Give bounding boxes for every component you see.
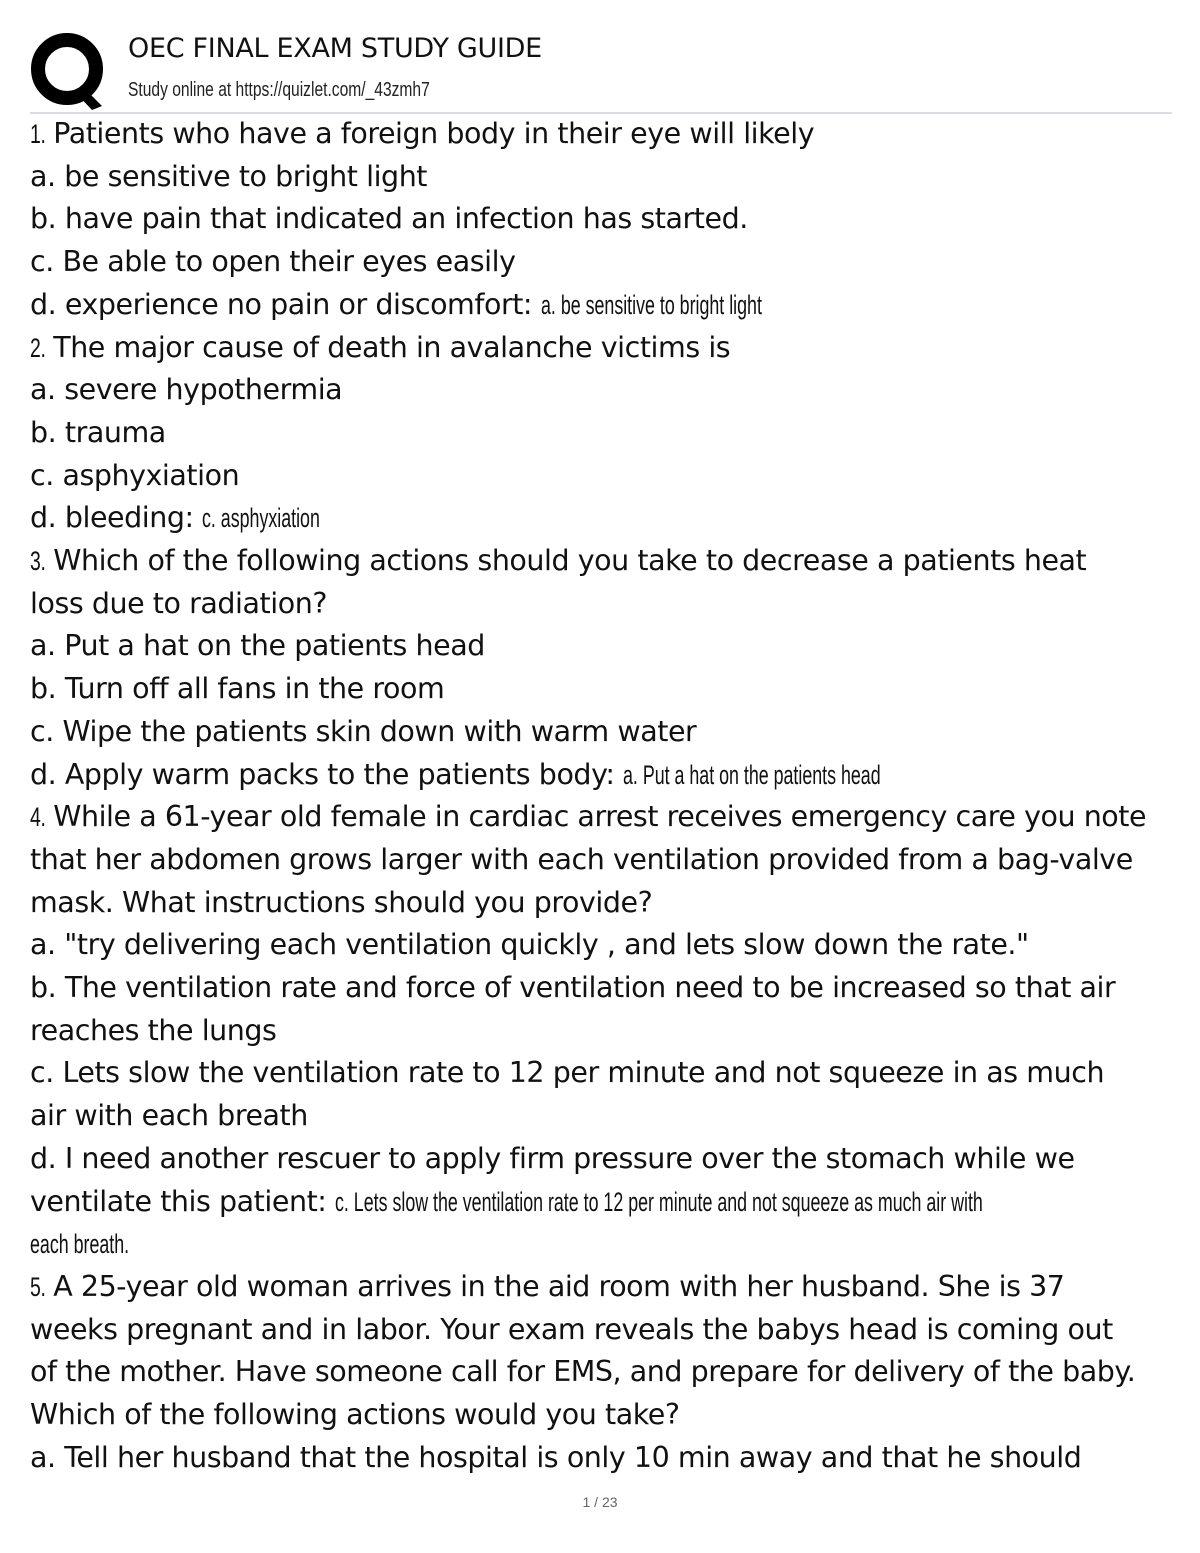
document-body bbox=[30, 113, 1178, 1480]
page-header bbox=[30, 28, 1172, 114]
question-4-option-d: d. I need another rescuer to apply firm pressure over the stomach while we bbox=[30, 1141, 1075, 1175]
question-2-option-d: d. bleeding: c. asphyxiation bbox=[30, 497, 1178, 540]
question-1-option-a: a. be sensitive to bright light bbox=[30, 159, 428, 193]
document-title: OEC FINAL EXAM STUDY GUIDE bbox=[128, 33, 542, 64]
question-1-stem: 1. Patients who have a foreign body in their eye will likely bbox=[30, 113, 1178, 156]
question-4-option-b: b. The ventilation rate and force of ventilation need to be increased so that air bbox=[30, 971, 1116, 1005]
question-number: 4. bbox=[30, 802, 46, 833]
question-number: 5. bbox=[30, 1271, 46, 1302]
question-2-answer: c. asphyxiation bbox=[202, 503, 321, 534]
question-4-option-b-continued: reaches the lungs bbox=[30, 1013, 277, 1047]
question-number: 2. bbox=[30, 332, 46, 363]
question-4-stem-continued: that her abdomen grows larger with each ventilation provided from a bag-valve bbox=[30, 842, 1133, 876]
question-4-option-a: a. "try delivering each ventilation quickly , and lets slow down the rate." bbox=[30, 928, 1029, 962]
question-1-option-b: b. have pain that indicated an infection has started. bbox=[30, 202, 748, 236]
question-1-option-c: c. Be able to open their eyes easily bbox=[30, 245, 516, 279]
question-2-option-a: a. severe hypothermia bbox=[30, 373, 343, 407]
question-5-stem: 5. A 25-year old woman arrives in the aid room with her husband. She is 37 bbox=[30, 1266, 1178, 1309]
question-number: 3. bbox=[30, 546, 46, 577]
study-online-link[interactable]: Study online at https://quizlet.com/_43zmh7 bbox=[128, 79, 430, 101]
question-4-answer-continued: each breath. bbox=[30, 1229, 130, 1260]
page-number: 1 / 23 bbox=[582, 1494, 618, 1510]
question-3-option-a: a. Put a hat on the patients head bbox=[30, 629, 485, 663]
question-3-option-c: c. Wipe the patients skin down with warm water bbox=[30, 714, 697, 748]
question-3-option-b: b. Turn off all fans in the room bbox=[30, 672, 445, 706]
question-3-stem-continued: loss due to radiation? bbox=[30, 586, 328, 620]
question-4-option-c: c. Lets slow the ventilation rate to 12 per minute and not squeeze in as much bbox=[30, 1056, 1105, 1090]
question-2-stem: 2. The major cause of death in avalanche victims is bbox=[30, 327, 1178, 370]
question-4-answer: c. Lets slow the ventilation rate to 12 per minute and not squeeze as much air with bbox=[335, 1186, 983, 1217]
question-number: 1. bbox=[30, 119, 46, 149]
question-5-stem-continued: Which of the following actions would you take? bbox=[30, 1398, 680, 1432]
quizlet-logo-icon bbox=[30, 32, 110, 112]
question-4-stem: 4. While a 61-year old female in cardiac arrest receives emergency care you note bbox=[30, 796, 1178, 839]
question-5-stem-continued: weeks pregnant and in labor. Your exam reveals the babys head is coming out bbox=[30, 1312, 1113, 1346]
question-4-stem-continued: mask. What instructions should you provide? bbox=[30, 885, 653, 919]
question-5-option-a: a. Tell her husband that the hospital is only 10 min away and that he should bbox=[30, 1440, 1082, 1474]
question-2-option-c: c. asphyxiation bbox=[30, 458, 240, 492]
question-4-option-c-continued: air with each breath bbox=[30, 1099, 308, 1133]
question-1-answer: a. be sensitive to bright light bbox=[540, 289, 762, 320]
question-3-stem: 3. Which of the following actions should you take to decrease a patients heat bbox=[30, 540, 1178, 583]
question-2-option-b: b. trauma bbox=[30, 415, 166, 449]
question-1-option-d: d. experience no pain or discomfort: a. be sensitive to bright light bbox=[30, 284, 1178, 327]
question-4-option-d-continued: ventilate this patient: c. Lets slow the ventilation rate to 12 per minute and not squeeze as much air with bbox=[30, 1181, 1178, 1224]
question-5-stem-continued: of the mother. Have someone call for EMS, and prepare for delivery of the baby. bbox=[30, 1355, 1136, 1389]
question-3-option-d: d. Apply warm packs to the patients body: a. Put a hat on the patients head bbox=[30, 754, 1178, 797]
question-3-answer: a. Put a hat on the patients head bbox=[623, 759, 881, 790]
